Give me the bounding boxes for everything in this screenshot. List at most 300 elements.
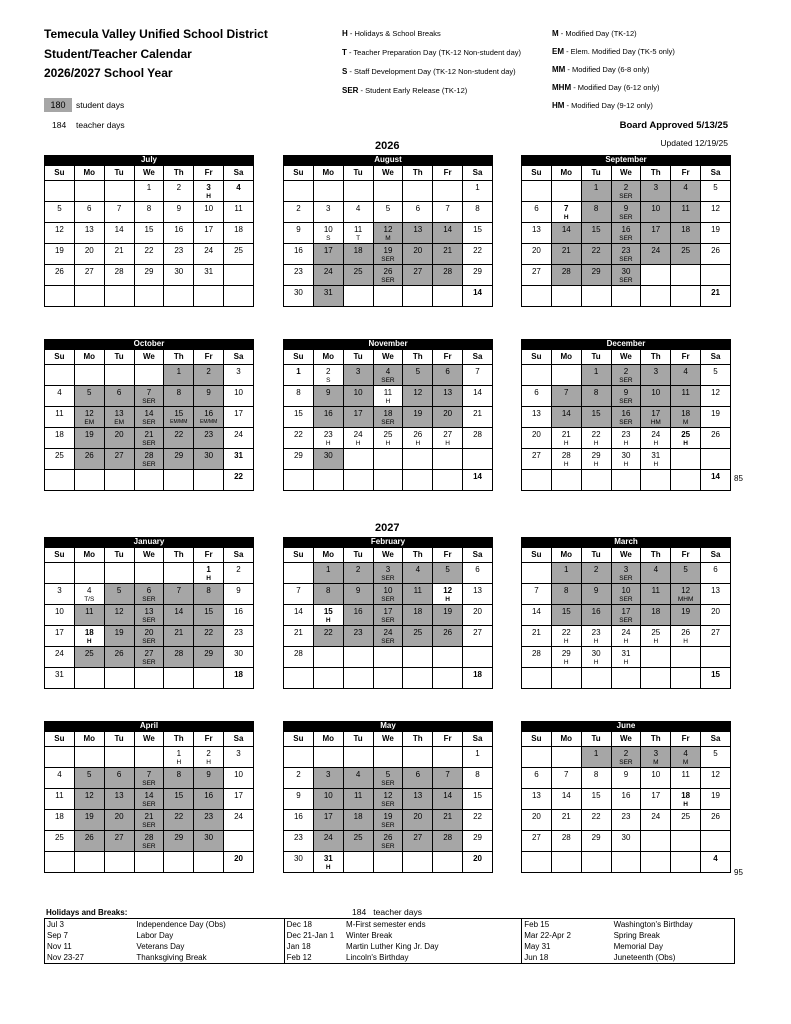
- day-number: [45, 365, 74, 367]
- day-cell: [224, 563, 254, 584]
- day-cell: [403, 407, 433, 428]
- day-cell: [701, 668, 731, 689]
- day-cell: [343, 747, 373, 768]
- weekday-header: Fr: [433, 166, 463, 181]
- day-code: S: [326, 377, 331, 384]
- day-cell: [104, 810, 134, 831]
- day-number: 13: [531, 409, 541, 418]
- day-code: HM: [650, 419, 661, 426]
- day-cell: [403, 584, 433, 605]
- day-number: 31: [323, 854, 333, 863]
- day-cell: [313, 449, 343, 470]
- day-number: 25: [54, 833, 64, 842]
- day-number: [552, 852, 581, 854]
- day-number: 19: [84, 812, 94, 821]
- day-number: [164, 852, 193, 854]
- day-cell: [403, 668, 433, 689]
- day-number: 18: [54, 812, 64, 821]
- day-number: 20: [531, 246, 541, 255]
- day-cell: [104, 768, 134, 789]
- weekday-header: Th: [641, 166, 671, 181]
- day-number: 4: [683, 183, 688, 192]
- day-number: 13: [114, 409, 124, 418]
- day-code: SER: [142, 780, 156, 787]
- day-number: 29: [204, 649, 214, 658]
- day-cell: [611, 647, 641, 668]
- day-number: 8: [296, 388, 301, 397]
- holiday-date: Feb 12: [284, 952, 344, 964]
- day-number: 11: [55, 791, 64, 800]
- weekday-header: Mo: [551, 166, 581, 181]
- day-cell: [45, 626, 75, 647]
- day-cell: [104, 470, 134, 491]
- day-cell: [463, 789, 493, 810]
- day-cell: [74, 789, 104, 810]
- day-number: [224, 265, 253, 267]
- day-number: 3: [653, 183, 659, 192]
- day-number: 8: [593, 770, 599, 779]
- day-number: 20: [531, 430, 541, 439]
- day-number: [552, 286, 581, 288]
- day-number: 16: [591, 607, 601, 616]
- day-cell: [104, 831, 134, 852]
- day-number: [671, 852, 700, 854]
- day-code: H: [593, 638, 599, 645]
- day-cell: [551, 789, 581, 810]
- day-number: 5: [385, 204, 391, 213]
- day-number: 16: [204, 409, 214, 418]
- day-number: 19: [413, 409, 423, 418]
- day-number: 11: [681, 770, 690, 779]
- day-number: [641, 286, 670, 288]
- day-cell: [373, 223, 403, 244]
- semester-total-2: 95: [734, 868, 743, 877]
- day-number: 28: [443, 267, 453, 276]
- day-number: 4: [713, 854, 718, 863]
- day-cell: [343, 202, 373, 223]
- day-number: 7: [176, 586, 182, 595]
- day-cell: [134, 768, 164, 789]
- student-days-label: student days: [76, 100, 125, 110]
- district-name: Temecula Valley Unified School District: [44, 27, 268, 41]
- day-cell: [45, 789, 75, 810]
- day-number: 2: [623, 183, 629, 192]
- day-number: [522, 747, 551, 749]
- day-cell: [551, 605, 581, 626]
- day-cell: [671, 265, 701, 286]
- day-number: [135, 852, 164, 854]
- day-number: 26: [84, 833, 94, 842]
- day-cell: [671, 584, 701, 605]
- day-number: 20: [114, 430, 124, 439]
- weekday-header: Su: [45, 166, 75, 181]
- month-july: [44, 155, 254, 307]
- day-cell: [343, 789, 373, 810]
- day-number: 16: [323, 409, 333, 418]
- day-cell: [343, 265, 373, 286]
- day-number: 22: [591, 812, 601, 821]
- weekday-header: Sa: [701, 166, 731, 181]
- day-number: 19: [711, 225, 720, 234]
- weekday-header: Fr: [433, 548, 463, 563]
- day-number: 14: [711, 472, 720, 481]
- day-cell: [433, 789, 463, 810]
- day-cell: [343, 810, 373, 831]
- weekday-header: Fr: [671, 350, 701, 365]
- day-cell: [104, 584, 134, 605]
- day-number: 2: [296, 770, 301, 779]
- day-number: 10: [234, 388, 243, 397]
- day-number: 27: [711, 628, 720, 637]
- day-number: 14: [443, 225, 453, 234]
- day-cell: [581, 244, 611, 265]
- day-number: 3: [57, 586, 62, 595]
- day-number: 8: [176, 770, 182, 779]
- day-cell: [641, 286, 671, 307]
- day-number: 25: [681, 246, 691, 255]
- day-cell: [701, 626, 731, 647]
- day-cell: [463, 747, 493, 768]
- day-number: 25: [413, 628, 423, 637]
- day-code: M: [682, 759, 689, 766]
- day-number: 6: [713, 565, 718, 574]
- day-cell: [551, 668, 581, 689]
- day-number: [552, 747, 581, 749]
- day-number: [374, 449, 403, 451]
- holiday-name: Spring Break: [613, 931, 660, 940]
- day-cell: [343, 428, 373, 449]
- day-cell: [403, 810, 433, 831]
- day-number: 9: [296, 225, 301, 234]
- day-number: 24: [383, 628, 393, 637]
- day-code: SER: [142, 659, 156, 666]
- school-year: 2026/2027 School Year: [44, 66, 173, 80]
- day-cell: [611, 449, 641, 470]
- day-number: [433, 647, 462, 649]
- day-number: 1: [176, 367, 182, 376]
- day-cell: [45, 852, 75, 873]
- day-cell: [641, 181, 671, 202]
- day-number: 19: [711, 791, 720, 800]
- day-number: 13: [443, 388, 453, 397]
- day-code: EM: [114, 419, 124, 426]
- weekday-header: We: [134, 350, 164, 365]
- day-number: [45, 286, 74, 288]
- day-number: 18: [54, 430, 64, 439]
- day-cell: [403, 831, 433, 852]
- day-cell: [164, 202, 194, 223]
- day-cell: [671, 668, 701, 689]
- day-number: 18: [383, 409, 393, 418]
- day-number: 11: [681, 204, 690, 213]
- day-cell: [671, 244, 701, 265]
- student-days-count: 180: [44, 98, 72, 112]
- day-number: 30: [621, 833, 631, 842]
- day-cell: [45, 668, 75, 689]
- day-number: [463, 449, 492, 451]
- legend-item: MM - Modified Day (6-8 only): [552, 65, 650, 74]
- day-cell: [641, 407, 671, 428]
- day-cell: [463, 244, 493, 265]
- day-number: 1: [593, 749, 599, 758]
- day-number: 19: [383, 812, 393, 821]
- day-cell: [433, 223, 463, 244]
- month-title: May: [283, 721, 493, 731]
- day-number: [552, 668, 581, 670]
- day-cell: [45, 747, 75, 768]
- day-cell: [194, 181, 224, 202]
- day-number: 27: [413, 267, 423, 276]
- day-cell: [463, 810, 493, 831]
- day-number: 23: [621, 246, 631, 255]
- day-number: 6: [146, 586, 152, 595]
- weekday-header: We: [373, 548, 403, 563]
- day-number: [45, 852, 74, 854]
- day-cell: [641, 386, 671, 407]
- day-number: 20: [114, 812, 124, 821]
- day-number: 21: [293, 628, 303, 637]
- weekday-header: Th: [164, 350, 194, 365]
- month-may: [283, 721, 493, 873]
- day-cell: [134, 365, 164, 386]
- day-cell: [463, 286, 493, 307]
- day-code: H: [445, 440, 450, 447]
- day-cell: [313, 768, 343, 789]
- day-cell: [284, 223, 314, 244]
- day-cell: [164, 470, 194, 491]
- month-january: [44, 537, 254, 689]
- holiday-name: Independence Day (Obs): [136, 920, 226, 929]
- day-cell: [74, 831, 104, 852]
- day-cell: [581, 768, 611, 789]
- day-number: 10: [651, 204, 661, 213]
- weekday-header: Su: [284, 732, 314, 747]
- day-cell: [463, 605, 493, 626]
- day-cell: [134, 810, 164, 831]
- day-cell: [463, 181, 493, 202]
- day-cell: [463, 852, 493, 873]
- day-cell: [224, 265, 254, 286]
- day-cell: [701, 831, 731, 852]
- day-cell: [134, 852, 164, 873]
- day-number: [45, 181, 74, 183]
- day-number: 3: [653, 367, 659, 376]
- day-number: 12: [383, 791, 393, 800]
- weekday-header: We: [134, 548, 164, 563]
- day-number: 23: [293, 267, 303, 276]
- day-number: 27: [114, 833, 124, 842]
- holiday-name: Washington's Birthday: [613, 920, 693, 929]
- day-number: 27: [531, 267, 541, 276]
- day-cell: [194, 626, 224, 647]
- day-cell: [373, 626, 403, 647]
- day-cell: [45, 265, 75, 286]
- day-cell: [373, 365, 403, 386]
- day-cell: [104, 244, 134, 265]
- weekday-header: Su: [45, 350, 75, 365]
- day-number: 20: [413, 812, 423, 821]
- weekday-header: Sa: [224, 166, 254, 181]
- day-cell: [522, 852, 552, 873]
- day-cell: [343, 831, 373, 852]
- day-number: 13: [531, 225, 541, 234]
- day-cell: [224, 852, 254, 873]
- weekday-header: Mo: [551, 732, 581, 747]
- day-cell: [45, 831, 75, 852]
- day-number: 2: [326, 367, 331, 376]
- day-number: 29: [473, 833, 482, 842]
- day-cell: [134, 647, 164, 668]
- day-cell: [403, 605, 433, 626]
- day-cell: [373, 810, 403, 831]
- day-cell: [343, 223, 373, 244]
- day-cell: [551, 428, 581, 449]
- day-number: [284, 563, 313, 565]
- day-cell: [641, 449, 671, 470]
- day-number: 21: [174, 628, 184, 637]
- day-number: 2: [176, 183, 182, 192]
- day-cell: [284, 265, 314, 286]
- day-cell: [671, 605, 701, 626]
- day-number: 13: [114, 791, 124, 800]
- day-code: H: [86, 638, 92, 645]
- day-number: 15: [323, 607, 333, 616]
- day-cell: [403, 365, 433, 386]
- day-cell: [463, 386, 493, 407]
- day-cell: [343, 407, 373, 428]
- day-cell: [463, 831, 493, 852]
- day-cell: [403, 223, 433, 244]
- month-title: November: [283, 339, 493, 349]
- day-cell: [641, 789, 671, 810]
- day-number: 25: [353, 833, 363, 842]
- day-cell: [671, 563, 701, 584]
- day-number: 15: [591, 791, 601, 800]
- day-number: 20: [84, 246, 94, 255]
- month-title: October: [44, 339, 254, 349]
- day-number: 27: [413, 833, 423, 842]
- day-number: 25: [383, 430, 393, 439]
- day-cell: [671, 407, 701, 428]
- weekday-header: Sa: [463, 350, 493, 365]
- day-number: 23: [204, 812, 214, 821]
- day-cell: [522, 768, 552, 789]
- weekday-header: Tu: [104, 166, 134, 181]
- day-cell: [611, 202, 641, 223]
- day-cell: [522, 747, 552, 768]
- holiday-name: Memorial Day: [613, 942, 663, 951]
- day-cell: [433, 747, 463, 768]
- day-number: [314, 747, 343, 749]
- day-code: SER: [619, 235, 633, 242]
- day-number: [612, 470, 641, 472]
- day-cell: [284, 605, 314, 626]
- day-number: 25: [234, 246, 243, 255]
- month-title: July: [44, 155, 254, 165]
- weekday-header: Su: [522, 548, 552, 563]
- day-cell: [343, 563, 373, 584]
- day-cell: [551, 286, 581, 307]
- day-cell: [581, 647, 611, 668]
- day-number: 7: [146, 388, 152, 397]
- legend-item: S - Staff Development Day (TK-12 Non-student day): [342, 67, 516, 76]
- weekday-header: Tu: [581, 350, 611, 365]
- day-number: 21: [114, 246, 124, 255]
- day-number: 1: [593, 183, 599, 192]
- day-number: 8: [176, 388, 182, 397]
- day-cell: [581, 584, 611, 605]
- day-cell: [701, 647, 731, 668]
- day-cell: [611, 852, 641, 873]
- weekday-header: Mo: [551, 350, 581, 365]
- day-number: 8: [593, 388, 599, 397]
- day-number: 21: [561, 812, 571, 821]
- day-cell: [45, 386, 75, 407]
- day-number: 21: [443, 812, 453, 821]
- day-cell: [671, 365, 701, 386]
- day-number: 12: [443, 586, 453, 595]
- day-number: 9: [326, 388, 331, 397]
- day-cell: [701, 449, 731, 470]
- day-code: H: [563, 638, 569, 645]
- day-cell: [701, 181, 731, 202]
- weekday-header: Mo: [313, 732, 343, 747]
- day-number: [403, 668, 432, 670]
- day-cell: [134, 605, 164, 626]
- day-cell: [104, 181, 134, 202]
- day-number: 26: [711, 246, 720, 255]
- weekday-header: Fr: [194, 350, 224, 365]
- legend-item: M - Modified Day (TK-12): [552, 29, 637, 38]
- day-cell: [74, 584, 104, 605]
- day-cell: [581, 407, 611, 428]
- day-number: 17: [383, 607, 393, 616]
- day-code: SER: [381, 377, 395, 384]
- day-number: 12: [711, 770, 720, 779]
- day-number: [522, 286, 551, 288]
- day-cell: [164, 223, 194, 244]
- day-cell: [313, 265, 343, 286]
- day-cell: [313, 605, 343, 626]
- day-cell: [313, 584, 343, 605]
- day-cell: [104, 626, 134, 647]
- day-cell: [134, 223, 164, 244]
- day-cell: [74, 223, 104, 244]
- day-number: 4: [683, 367, 688, 376]
- weekday-header: Mo: [74, 350, 104, 365]
- day-number: [344, 286, 373, 288]
- day-cell: [224, 202, 254, 223]
- day-number: 20: [413, 246, 423, 255]
- day-number: [641, 470, 670, 472]
- day-number: 14: [473, 288, 482, 297]
- day-cell: [104, 852, 134, 873]
- day-cell: [313, 407, 343, 428]
- day-number: [344, 647, 373, 649]
- day-cell: [45, 365, 75, 386]
- day-number: 5: [683, 565, 688, 574]
- day-number: 22: [293, 430, 303, 439]
- day-number: 28: [443, 833, 453, 842]
- day-number: 30: [293, 288, 303, 297]
- day-code: SER: [619, 759, 633, 766]
- day-number: [75, 852, 104, 854]
- day-cell: [74, 386, 104, 407]
- day-code: SER: [381, 256, 395, 263]
- day-number: 24: [353, 430, 363, 439]
- day-code: SER: [619, 398, 633, 405]
- day-cell: [164, 563, 194, 584]
